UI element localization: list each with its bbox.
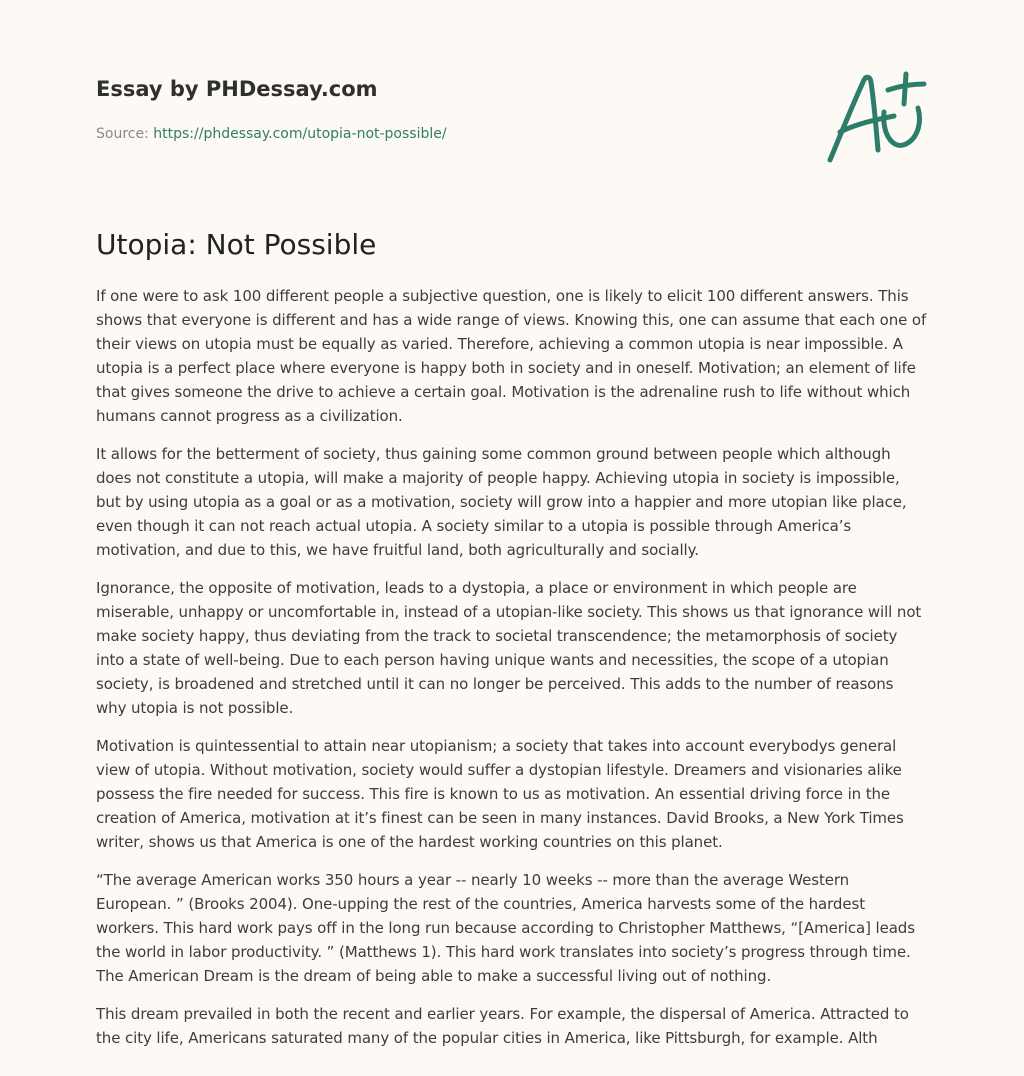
source-label: Source: [96, 126, 154, 142]
article-paragraph: It allows for the betterment of society, thus gaining some common ground between people which although does not constitute a utopia, will make a majority of people happy. Achieving utopia in society is impossible, but by using utopia as a goal or as a motivation, society will grow into a happier and more utopian like place, even though it can not reach actual utopia. A society similar to a utopia is possible through America’s motivation, and due to this, we have fruitful land, both agriculturally and socially. [96, 445, 907, 559]
site-title: Essay by PHDessay.com [96, 77, 378, 101]
page-header [96, 74, 796, 144]
article-paragraph: “The average American works 350 hours a year -- nearly 10 weeks -- more than the average Western European. ” (Brooks 2004). One-upping the rest of the countries, America harvests some of the hardest workers. This hard work pays off in the long run because according to Christopher Matthews, “[America] leads the world in labor productivity. ” (Matthews 1). This hard work translates into society’s progress through time. The American Dream is the dream of being able to make a successful living out of nothing. [96, 871, 915, 985]
article-body [96, 284, 928, 1064]
article-paragraph: If one were to ask 100 different people a subjective question, one is likely to elicit 100 different answers. This shows that everyone is different and has a wide range of views. Knowing this, one can assume that each one of their views on utopia must be equally as varied. Therefore, achieving a common utopia is near impossible. A utopia is a perfect place where everyone is happy both in society and in oneself. Motivation; an element of life that gives someone the drive to achieve a certain goal. Motivation is the adrenaline rush to life without which humans cannot progress as a civilization. [96, 287, 927, 425]
article-paragraph: Motivation is quintessential to attain near utopianism; a society that takes into account everybodys general view of utopia. Without motivation, society would suffer a dystopian lifestyle. Dreamers and visionaries alike possess the fire needed for success. This fire is known to us as motivation. An essential driving force in the creation of America, motivation at it’s finest can be seen in many instances. David Brooks, a New York Times writer, shows us that America is one of the hardest working countries on this planet. [96, 737, 904, 851]
source-line [96, 124, 796, 144]
article-paragraph: Ignorance, the opposite of motivation, leads to a dystopia, a place or environment in which people are miserable, unhappy or uncomfortable in, instead of a utopian-like society. This shows us that ignorance will not make society happy, thus deviating from the track to societal transcendence; the metamorphosis of society into a state of well-being. Due to each person having unique wants and necessities, the scope of a utopian society, is broadened and stretched until it can no longer be perceived. This adds to the number of reasons why utopia is not possible. [96, 579, 922, 717]
article-paragraph: This dream prevailed in both the recent and earlier years. For example, the dispersal of America. Attracted to the city life, Americans saturated many of the popular cities in America, like Pittsburgh, for example. Alth [96, 1005, 909, 1047]
article-title: Utopia: Not Possible [96, 228, 377, 261]
source-link[interactable]: https://phdessay.com/utopia-not-possible/ [153, 126, 447, 142]
a-plus-grade-icon [820, 66, 930, 166]
